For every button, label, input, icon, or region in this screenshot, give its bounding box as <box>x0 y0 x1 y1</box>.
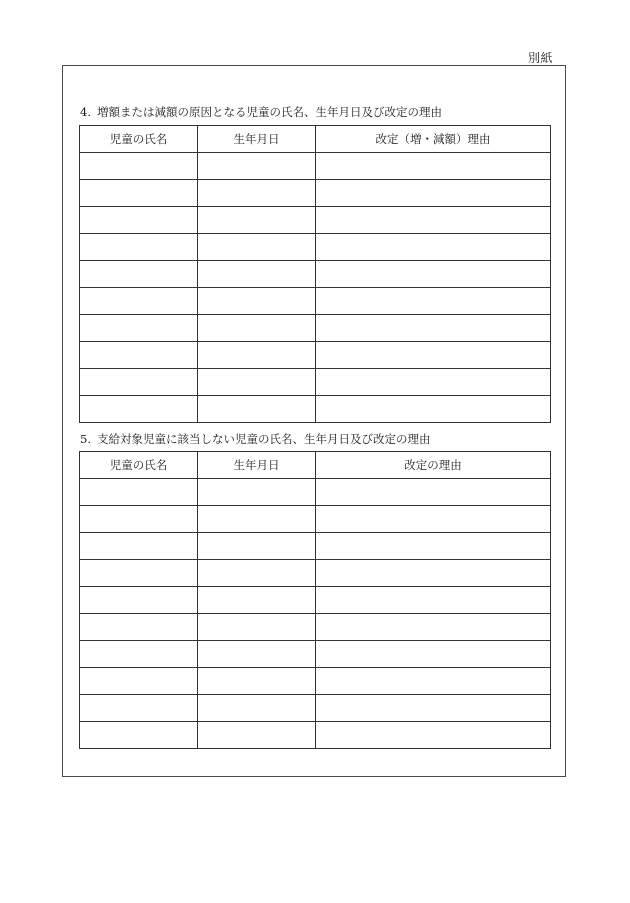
table-row <box>80 369 551 396</box>
cell-child-name[interactable] <box>80 506 198 533</box>
section-5-title <box>80 431 430 447</box>
section-5-table <box>79 451 551 749</box>
cell-revision-reason[interactable] <box>316 207 551 234</box>
cell-birth-date[interactable] <box>198 722 316 749</box>
cell-child-name[interactable] <box>80 396 198 423</box>
cell-birth-date[interactable] <box>198 587 316 614</box>
cell-child-name[interactable] <box>80 153 198 180</box>
section-4-table <box>79 125 551 423</box>
cell-revision-reason[interactable] <box>316 315 551 342</box>
header-revision-reason: 改定の理由 <box>316 452 551 479</box>
annex-label: 別紙 <box>528 51 554 65</box>
cell-revision-reason[interactable] <box>316 261 551 288</box>
cell-child-name[interactable] <box>80 207 198 234</box>
table-row <box>80 315 551 342</box>
table-row <box>80 234 551 261</box>
section-5-title-text: 支給対象児童に該当しない児童の氏名、生年月日及び改定の理由 <box>96 432 431 446</box>
cell-birth-date[interactable] <box>198 695 316 722</box>
cell-birth-date[interactable] <box>198 479 316 506</box>
cell-child-name[interactable] <box>80 722 198 749</box>
cell-child-name[interactable] <box>80 315 198 342</box>
table-row <box>80 207 551 234</box>
cell-birth-date[interactable] <box>198 153 316 180</box>
cell-revision-reason[interactable] <box>316 695 551 722</box>
table-row <box>80 342 551 369</box>
table-row <box>80 288 551 315</box>
cell-revision-reason[interactable] <box>316 506 551 533</box>
cell-revision-reason[interactable] <box>316 180 551 207</box>
cell-birth-date[interactable] <box>198 180 316 207</box>
cell-child-name[interactable] <box>80 641 198 668</box>
table-row <box>80 506 551 533</box>
cell-child-name[interactable] <box>80 560 198 587</box>
table-row <box>80 396 551 423</box>
section-4-number: 4. <box>80 105 91 119</box>
cell-birth-date[interactable] <box>198 369 316 396</box>
cell-birth-date[interactable] <box>198 234 316 261</box>
cell-birth-date[interactable] <box>198 288 316 315</box>
cell-child-name[interactable] <box>80 614 198 641</box>
section-4-title-text: 増額または減額の原因となる児童の氏名、生年月日及び改定の理由 <box>96 105 442 119</box>
cell-revision-reason[interactable] <box>316 614 551 641</box>
table-row <box>80 479 551 506</box>
section-4-title <box>80 104 442 120</box>
cell-child-name[interactable] <box>80 180 198 207</box>
table-header-row <box>80 452 551 479</box>
section-5-number: 5. <box>80 432 91 446</box>
cell-child-name[interactable] <box>80 369 198 396</box>
table-header-row <box>80 126 551 153</box>
table-row <box>80 587 551 614</box>
cell-birth-date[interactable] <box>198 614 316 641</box>
cell-child-name[interactable] <box>80 533 198 560</box>
cell-revision-reason[interactable] <box>316 396 551 423</box>
cell-child-name[interactable] <box>80 668 198 695</box>
cell-child-name[interactable] <box>80 261 198 288</box>
table-row <box>80 180 551 207</box>
table-row <box>80 668 551 695</box>
header-child-name: 児童の氏名 <box>80 126 198 153</box>
cell-child-name[interactable] <box>80 288 198 315</box>
cell-revision-reason[interactable] <box>316 234 551 261</box>
cell-revision-reason[interactable] <box>316 342 551 369</box>
cell-birth-date[interactable] <box>198 342 316 369</box>
cell-child-name[interactable] <box>80 479 198 506</box>
cell-birth-date[interactable] <box>198 315 316 342</box>
header-birth-date: 生年月日 <box>198 126 316 153</box>
table-row <box>80 533 551 560</box>
table-row <box>80 153 551 180</box>
cell-birth-date[interactable] <box>198 641 316 668</box>
table-row <box>80 722 551 749</box>
cell-revision-reason[interactable] <box>316 560 551 587</box>
cell-revision-reason[interactable] <box>316 369 551 396</box>
header-revision-reason: 改定（増・減額）理由 <box>316 126 551 153</box>
cell-revision-reason[interactable] <box>316 288 551 315</box>
cell-revision-reason[interactable] <box>316 533 551 560</box>
cell-revision-reason[interactable] <box>316 641 551 668</box>
table-row <box>80 560 551 587</box>
cell-birth-date[interactable] <box>198 506 316 533</box>
cell-revision-reason[interactable] <box>316 722 551 749</box>
cell-revision-reason[interactable] <box>316 479 551 506</box>
cell-child-name[interactable] <box>80 234 198 261</box>
cell-birth-date[interactable] <box>198 560 316 587</box>
cell-birth-date[interactable] <box>198 533 316 560</box>
table-row <box>80 261 551 288</box>
cell-birth-date[interactable] <box>198 207 316 234</box>
cell-child-name[interactable] <box>80 587 198 614</box>
table-row <box>80 695 551 722</box>
cell-child-name[interactable] <box>80 342 198 369</box>
table-row <box>80 614 551 641</box>
cell-revision-reason[interactable] <box>316 153 551 180</box>
header-birth-date: 生年月日 <box>198 452 316 479</box>
cell-revision-reason[interactable] <box>316 668 551 695</box>
table-row <box>80 641 551 668</box>
cell-revision-reason[interactable] <box>316 587 551 614</box>
cell-birth-date[interactable] <box>198 668 316 695</box>
header-child-name: 児童の氏名 <box>80 452 198 479</box>
cell-birth-date[interactable] <box>198 396 316 423</box>
cell-birth-date[interactable] <box>198 261 316 288</box>
cell-child-name[interactable] <box>80 695 198 722</box>
